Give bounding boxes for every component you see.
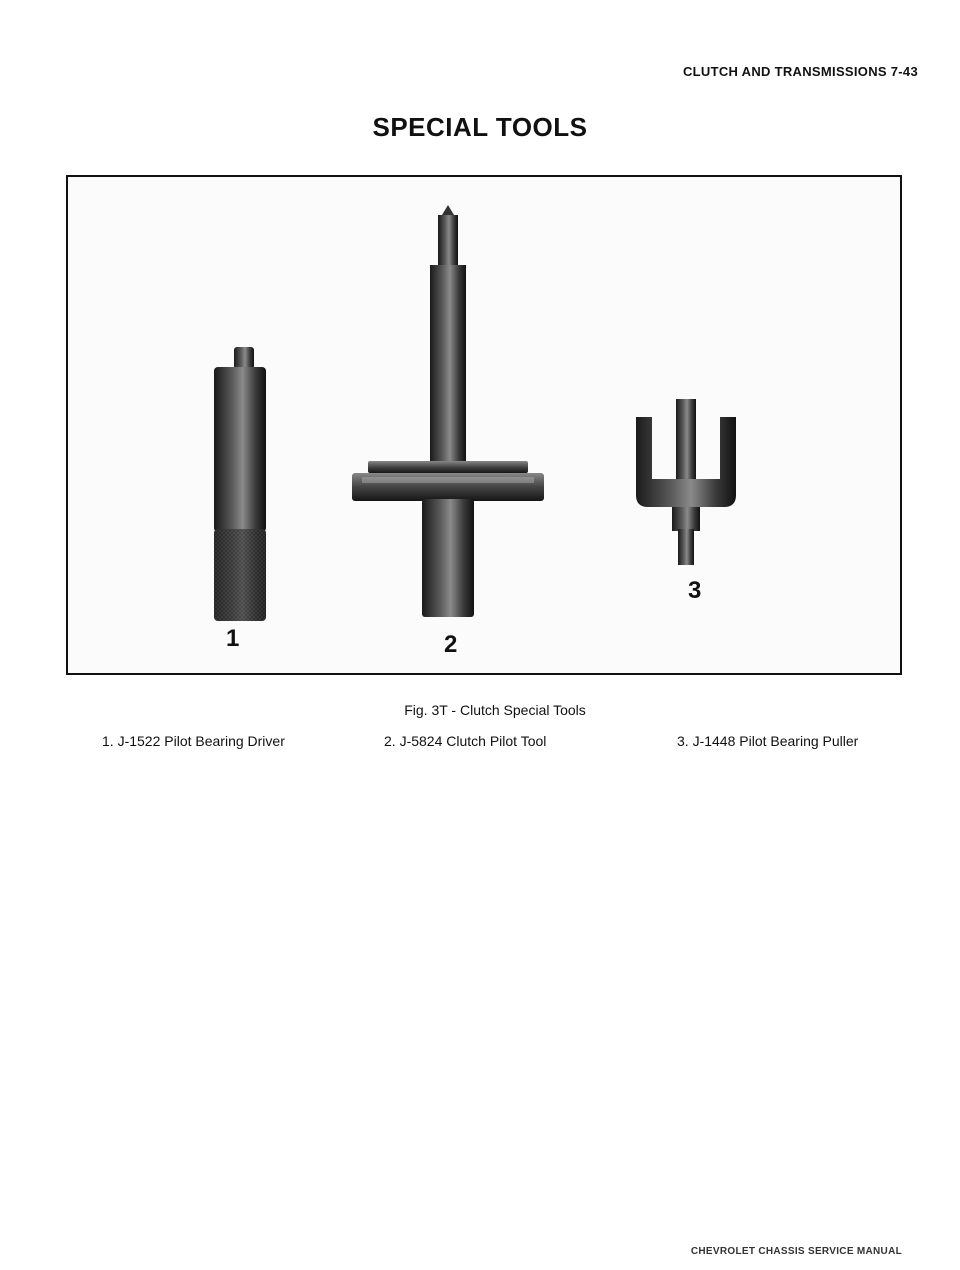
tool-label-1: 1 [226, 625, 240, 652]
pilot-bearing-puller-tool [636, 399, 736, 565]
clutch-pilot-tool [352, 205, 544, 617]
figure-frame [66, 175, 902, 675]
page-title: SPECIAL TOOLS [372, 112, 588, 142]
tool-label-2: 2 [444, 631, 458, 658]
pilot-bearing-driver-tool [214, 347, 266, 621]
tools-illustration [68, 177, 900, 673]
legend-item-1: 1. J-1522 Pilot Bearing Driver [102, 733, 285, 749]
running-header: CLUTCH AND TRANSMISSIONS 7-43 [682, 64, 918, 79]
tool-label-3: 3 [688, 577, 702, 604]
figure-caption: Fig. 3T - Clutch Special Tools [404, 702, 586, 718]
footer-text: CHEVROLET CHASSIS SERVICE MANUAL [690, 1246, 902, 1257]
legend-item-2: 2. J-5824 Clutch Pilot Tool [384, 733, 547, 749]
legend-item-3: 3. J-1448 Pilot Bearing Puller [677, 733, 859, 749]
